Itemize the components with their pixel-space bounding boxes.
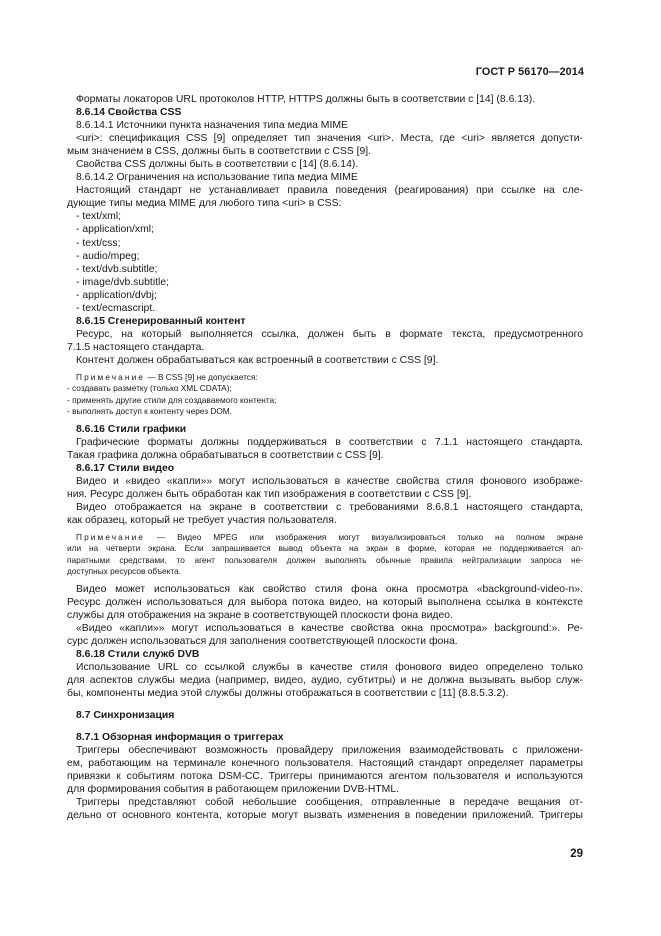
paragraph: 7.1.5 настоящего стандарта. <box>67 341 205 353</box>
paragraph: Видео и «видео «капли»» могут использоваться в качестве свойства стиля фонового изображе- <box>76 475 583 487</box>
section-heading-8-6-18: 8.6.18 Стили служб DVB <box>76 648 200 660</box>
paragraph: «Видео «капли»» могут использоваться в качестве свойства окна просмотра» background:». Ре- <box>76 622 583 634</box>
section-heading-8-6-17: 8.6.17 Стили видео <box>76 462 175 474</box>
list-item: - image/dvb.subtitle; <box>76 276 169 288</box>
paragraph: Графические форматы должны поддерживаться в соответствии с 7.1.1 настоящего стандарта. <box>76 436 583 448</box>
note-text: — В CSS [9] не допускается: <box>145 371 258 382</box>
paragraph: <uri>: спецификация CSS [9] определяет тип значения <uri>. Места, где <uri> является допусти- <box>76 133 583 145</box>
note-block <box>76 372 583 383</box>
list-item: - audio/mpeg; <box>76 250 140 262</box>
note-item: - применять другие стили для создаваемого контента; <box>67 394 277 405</box>
paragraph: Форматы локаторов URL протоколов HTTP, HTTPS должны быть в соответствии с [14] (8.6.13). <box>76 94 536 105</box>
section-heading-8-6-16: 8.6.16 Стили графики <box>76 423 187 435</box>
section-heading-8-6-15: 8.6.15 Сгенерированный контент <box>76 315 246 327</box>
paragraph: Видео может использоваться как свойство стиля фона окна просмотра «background-video-n». <box>76 583 583 595</box>
paragraph: Контент должен обрабатываться как встроенный в соответствии с CSS [9]. <box>76 354 439 366</box>
section-heading-8-7: 8.7 Синхронизация <box>76 710 175 722</box>
page-number: 29 <box>570 848 583 860</box>
note-block <box>76 532 583 543</box>
subsection-title: 8.6.14.2 Ограничения на использование типа медиа MIME <box>76 172 358 184</box>
section-heading-8-6-14: 8.6.14 Свойства CSS <box>76 107 182 119</box>
paragraph: Ресурс, на который выполняется ссылка, должен быть в формате текста, предусмотренного <box>76 328 583 340</box>
note-text: или на четверти экрана. Если запрашивается вывод объекта на экран в форме, которая не поддерживается ап- <box>67 543 583 554</box>
note-label: Примечание <box>76 371 146 382</box>
paragraph: для формирования события в работающем приложении DVB-HTML. <box>67 784 400 796</box>
paragraph: службы для отображения на экране в соответствующей плоскости фона видео. <box>67 609 453 621</box>
paragraph: Такая графика должна обрабатываться в соответствии с CSS [9]. <box>67 449 384 461</box>
list-item: - text/css; <box>76 237 121 249</box>
paragraph: Использование URL со ссылкой службы в качестве стиля фонового видео определено только <box>76 661 583 673</box>
paragraph: Триггеры представляют собой небольшие сообщения, отправленные в передаче вещания от- <box>76 797 583 809</box>
paragraph: дельно от основного контента, которые могут вызвать изменения в поведении приложений. Триггеры <box>67 810 583 822</box>
note-item: - создавать разметку (только XML CDATA); <box>67 383 232 394</box>
list-item: - text/xml; <box>76 211 122 223</box>
standard-header: ГОСТ Р 56170—2014 <box>475 66 584 78</box>
paragraph: Свойства CSS должны быть в соответствии с [14] (8.6.14). <box>76 159 359 171</box>
paragraph: как образец, который не требует участия пользователя. <box>67 514 337 526</box>
list-item: - text/ecmascript. <box>76 302 156 314</box>
paragraph: дующие типы медиа MIME для любого типа <uri> в CSS: <box>67 198 342 210</box>
paragraph: ния. Ресурс должен быть обработан как тип изображения в соответствии с CSS [9]. <box>67 488 472 500</box>
list-item: - application/xml; <box>76 224 154 236</box>
section-heading-8-7-1: 8.7.1 Обзорная информация о триггерах <box>76 732 284 744</box>
list-item: - application/dvbj; <box>76 289 157 301</box>
paragraph: Ресурс должен использоваться для выбора потока видео, на который выполнена ссылка в контексте <box>67 596 583 608</box>
list-item: - text/dvb.subtitle; <box>76 263 158 275</box>
paragraph: для аспектов службы медиа (например, видео, аудио, субтитры) и не должна вызывать выбор служ- <box>67 674 583 686</box>
paragraph: Триггеры обеспечивают возможность провайдеру приложения взаимодействовать с приложени- <box>76 745 583 757</box>
note-text: доступных ресурсов объекта. <box>67 566 181 577</box>
paragraph: ем, работающим на терминале конечного пользователя. Настоящий стандарт определяет параметры <box>67 758 583 770</box>
paragraph: бы, компоненты медиа этой службы должны отображаться в соответствии с [11] (8.8.5.3.2). <box>67 687 509 699</box>
paragraph: Видео отображается на экране в соответствии с требованиями 8.6.8.1 настоящего стандарта, <box>76 501 583 513</box>
note-text: — Видео MPEG или изображения могут визуализироваться только на полном экране <box>145 531 583 542</box>
note-text: паратными средствами, то агент пользователя должен выполнять обычные правила нейтрализации запроса не- <box>67 554 583 565</box>
paragraph: мым значением в CSS, должны быть в соответствии с CSS [9]. <box>67 146 372 158</box>
paragraph: Настоящий стандарт не устанавливает правила поведения (реагирования) при ссылке на сле- <box>76 185 583 197</box>
paragraph: сурс должен использоваться для заполнения соответствующей плоскости фона. <box>67 635 458 647</box>
paragraph: привязки к событиям потока DSM-CC. Триггеры принимаются агентом пользователя и используются <box>67 771 583 783</box>
note-item: - выполнять доступ к контенту через DOM. <box>67 406 233 417</box>
document-body <box>67 93 583 822</box>
subsection-title: 8.6.14.1 Источники пункта назначения типа медиа MIME <box>76 120 348 132</box>
note-label: Примечание <box>76 531 146 542</box>
